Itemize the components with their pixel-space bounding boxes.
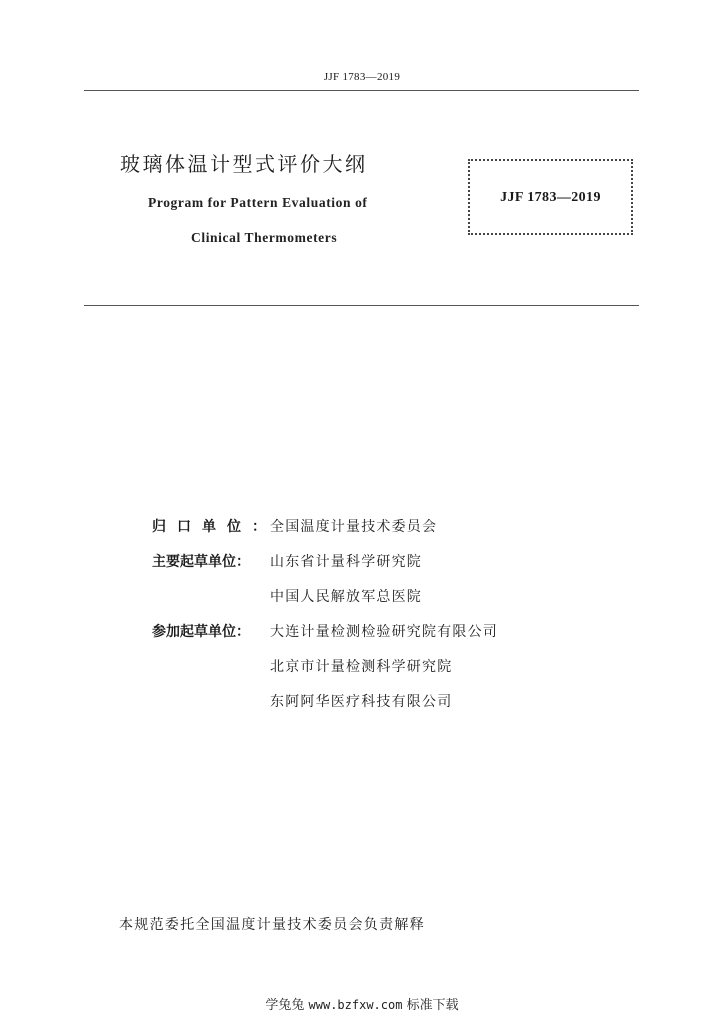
drafting-units-section: [152, 516, 498, 726]
main-drafting-unit-label: 主要起草单位：: [152, 554, 250, 570]
footer-site-name: 学兔兔: [265, 998, 305, 1013]
main-drafting-unit-row: [152, 551, 498, 586]
main-drafting-unit-row: [152, 586, 498, 621]
participating-unit-row: [152, 656, 498, 691]
header-standard-code: JJF 1783—2019: [323, 71, 401, 83]
document-title-cn: 玻璃体温计型式评价大纲: [120, 152, 368, 176]
participating-unit-value: 大连计量检测检验研究院有限公司: [270, 624, 498, 640]
main-drafting-unit-value: 山东省计量科学研究院: [270, 554, 422, 570]
standard-code-box: [468, 159, 633, 235]
footer-url-link[interactable]: www.bzfxw.com: [308, 998, 403, 1012]
standard-code-box-text: JJF 1783—2019: [500, 190, 601, 205]
document-title-en-line1: Program for Pattern Evaluation of: [148, 195, 368, 210]
footer-tagline: 标准下载: [406, 998, 459, 1013]
responsible-unit-value: 全国温度计量技术委员会: [270, 519, 438, 535]
interpretation-statement: 本规范委托全国温度计量技术委员会负责解释: [119, 917, 425, 933]
participating-unit-value: 北京市计量检测科学研究院: [270, 659, 453, 675]
responsible-unit-row: [152, 516, 498, 551]
main-drafting-unit-value: 中国人民解放军总医院: [270, 589, 422, 605]
top-divider: [84, 90, 639, 91]
footer-watermark: [0, 994, 724, 1013]
participating-unit-value: 东阿阿华医疗科技有限公司: [270, 694, 453, 710]
participating-unit-row: [152, 621, 498, 656]
participating-unit-label: 参加起草单位：: [152, 624, 250, 640]
responsible-unit-label: 归口单位：: [152, 519, 277, 535]
middle-divider: [84, 305, 639, 306]
document-title-en-line2: Clinical Thermometers: [191, 230, 338, 245]
participating-unit-row: [152, 691, 498, 726]
